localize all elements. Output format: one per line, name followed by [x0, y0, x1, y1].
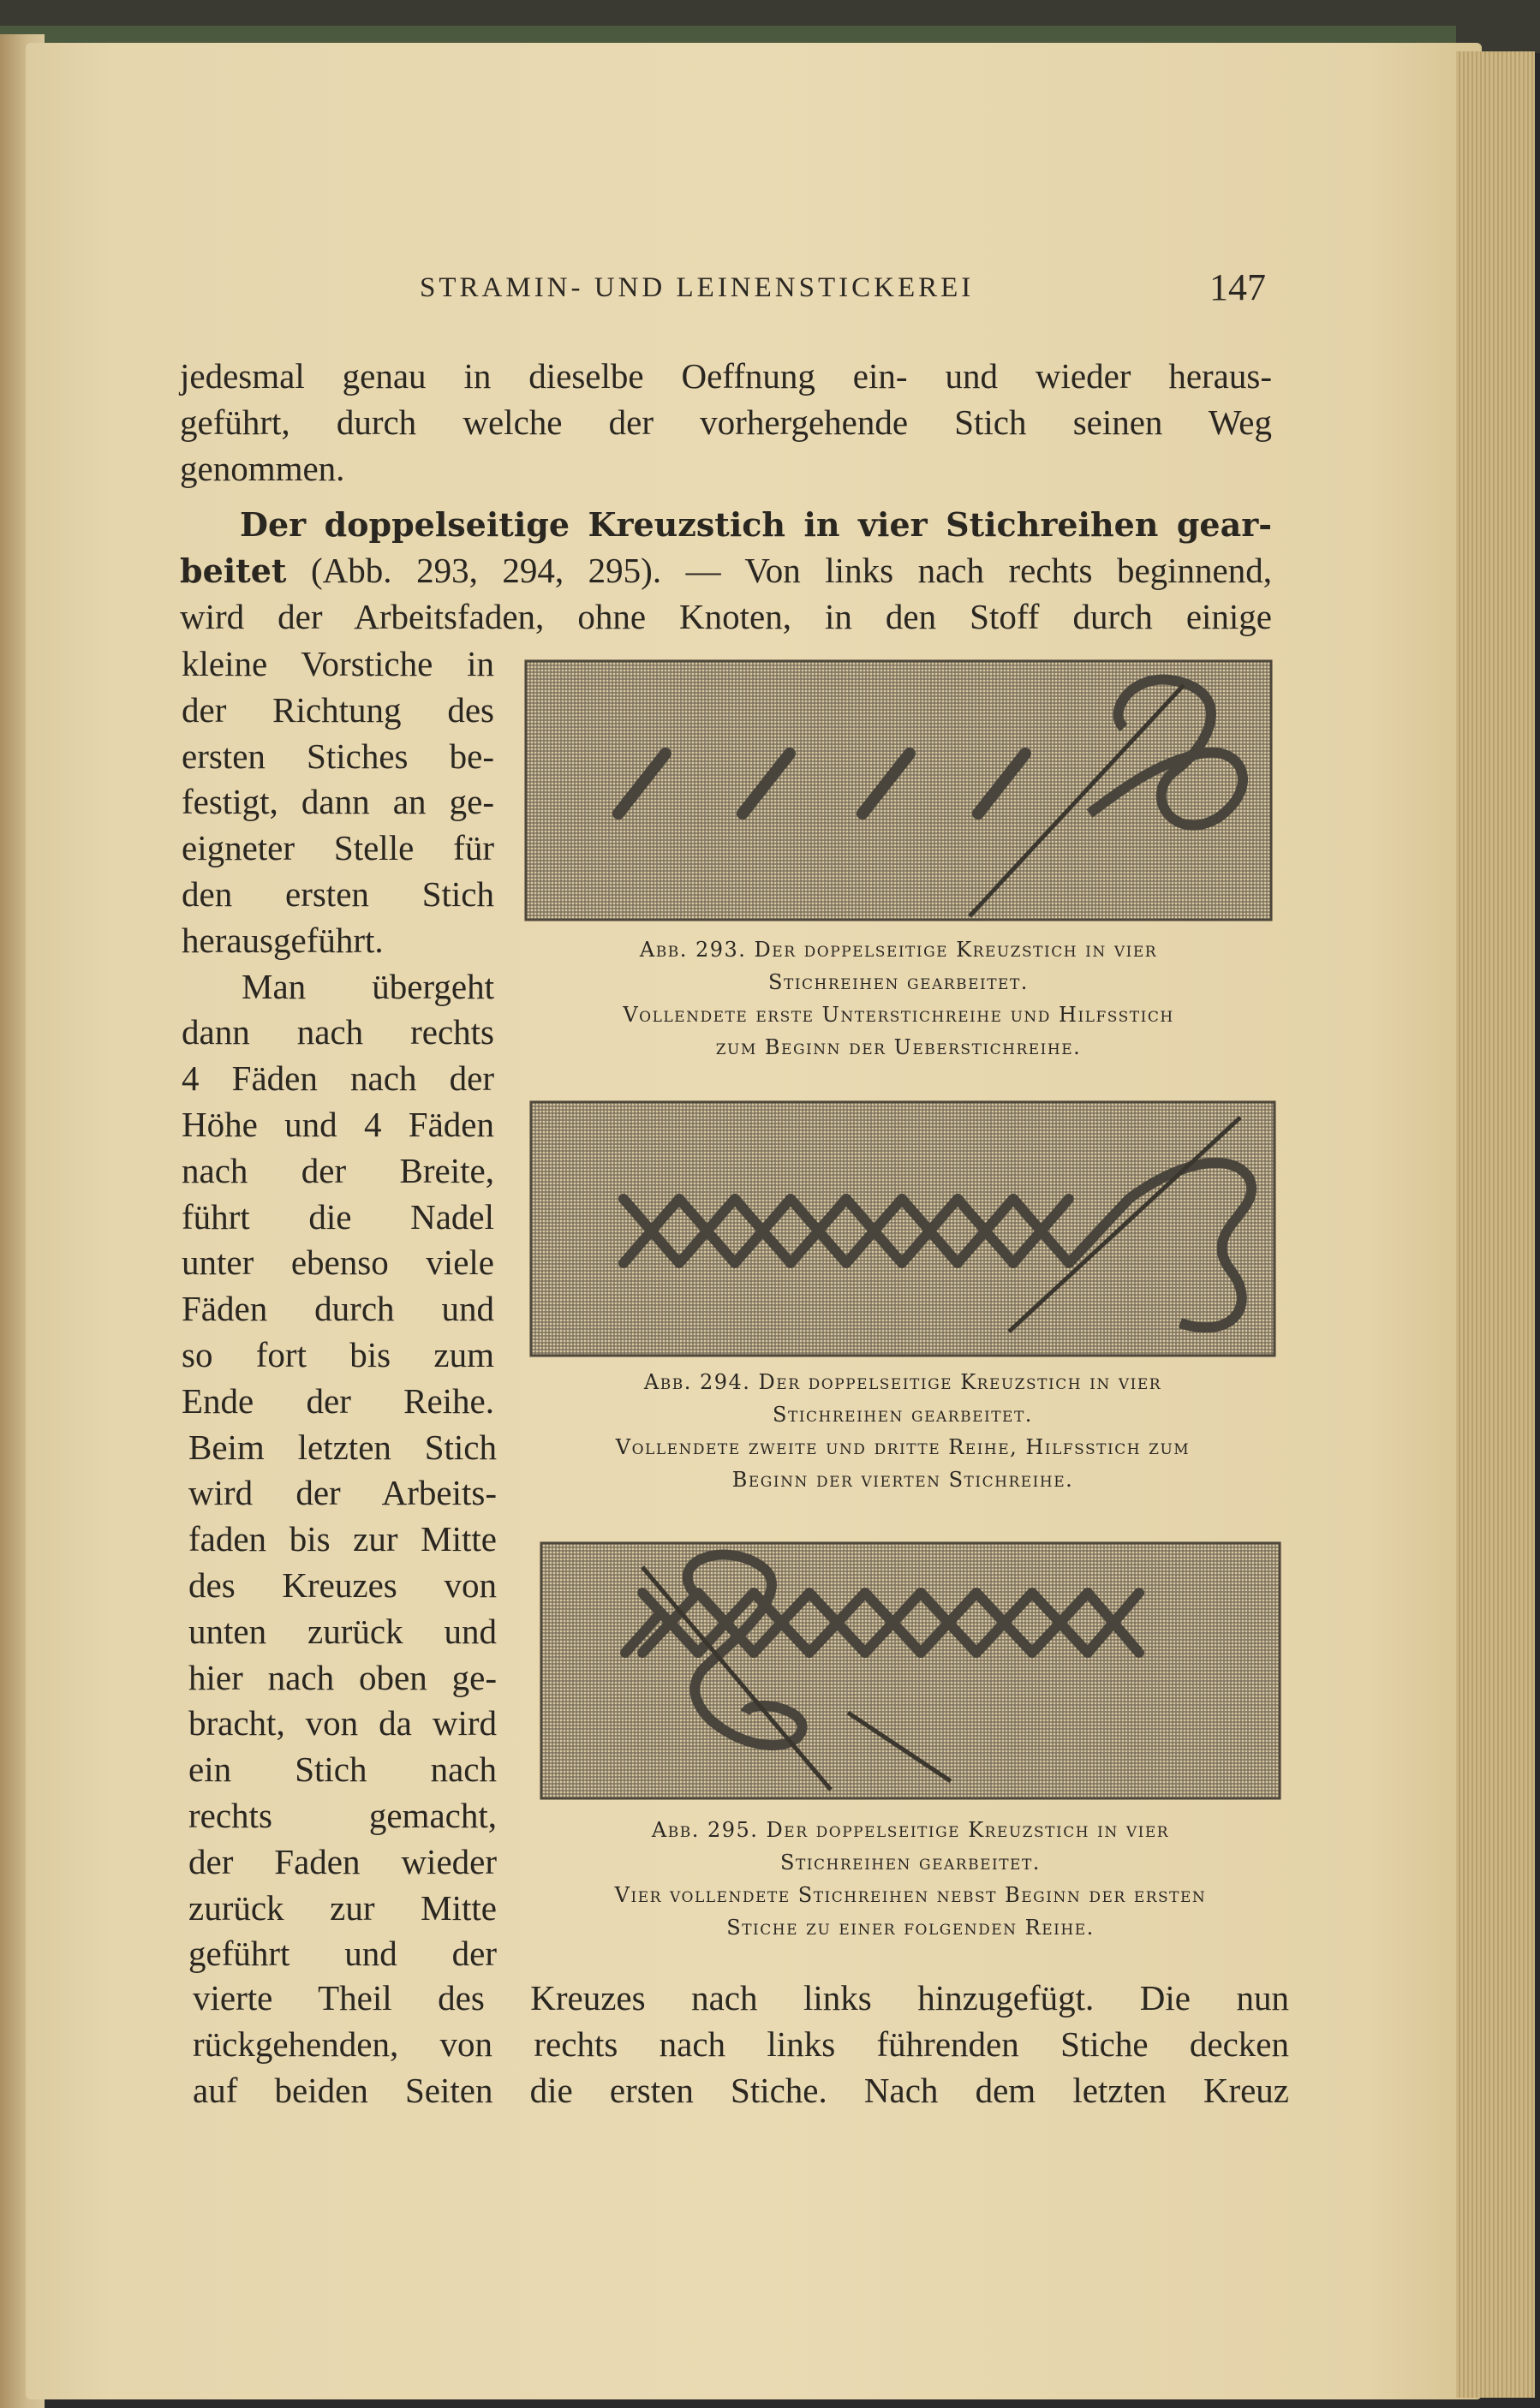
narrow-column-line: Ende der Reihe. — [182, 1380, 494, 1421]
narrow-column-line: eigneter Stelle für — [182, 828, 494, 868]
narrow-column-line: geführt und der — [188, 1934, 497, 1974]
caption-line: Abb. 294. Der doppelseitige Kreuzstich in vier — [643, 1370, 1162, 1394]
narrow-column-line: Höhe und 4 Fäden — [182, 1105, 494, 1144]
closing-line: rückgehenden, von rechts nach links führenden Stiche decken — [193, 2024, 1289, 2064]
running-header: STRAMIN- UND LEINENSTICKEREI — [420, 272, 975, 303]
intro-line: genommen. — [180, 449, 345, 488]
narrow-column-line: ein Stich nach — [188, 1749, 497, 1790]
narrow-column-line: Fäden durch und — [182, 1289, 494, 1329]
section-bold-title-cont: beitet — [180, 551, 287, 590]
narrow-column-line: faden bis zur Mitte — [188, 1519, 497, 1559]
caption-line: Vollendete erste Unterstichreihe und Hilfsstich — [623, 1003, 1174, 1027]
intro-line: geführt, durch welche der vorhergehende Stich seinen Weg — [180, 402, 1272, 442]
narrow-column-line: so fort bis zum — [182, 1335, 494, 1374]
page-stack-edge — [1456, 51, 1535, 2398]
figure-295-svg — [540, 1541, 1281, 1800]
page-number: 147 — [1209, 266, 1266, 308]
figure-293-caption — [524, 933, 1273, 1064]
figure-293-illustration — [524, 659, 1273, 921]
narrow-column-line: unter ebenso viele — [182, 1243, 494, 1283]
narrow-column-line: den ersten Stich — [182, 874, 494, 914]
caption-line: Vier vollendete Stichreihen nebst Beginn der ersten — [614, 1883, 1207, 1907]
section-line-2-rest: (Abb. 293, 294, 295). — Von links nach rechts beginnend, — [286, 551, 1272, 590]
narrow-column-line: herausgeführt. — [182, 920, 384, 960]
narrow-column-line: Beim letzten Stich — [188, 1427, 497, 1467]
narrow-column-line: ersten Stiches be- — [182, 736, 494, 776]
caption-line: Stichreihen gearbeitet. — [768, 970, 1029, 994]
closing-line: vierte Theil des Kreuzes nach links hinzugefügt. Die nun — [193, 1978, 1289, 2018]
narrow-column-line: der Faden wieder — [188, 1841, 497, 1881]
narrow-column-line: hier nach oben ge- — [188, 1657, 497, 1697]
figure-295-caption — [531, 1814, 1290, 1944]
caption-line: Stiche zu einer folgenden Reihe. — [726, 1916, 1095, 1940]
caption-line: Vollendete zweite und dritte Reihe, Hilfsstich zum — [615, 1435, 1191, 1459]
closing-line: auf beiden Seiten die ersten Stiche. Nach dem letzten Kreuz — [193, 2071, 1289, 2110]
caption-line: Stichreihen gearbeitet. — [780, 1851, 1041, 1875]
narrow-column-line: kleine Vorstiche in — [182, 644, 494, 683]
figure-294-caption — [529, 1366, 1276, 1496]
narrow-column-line: führt die Nadel — [182, 1196, 494, 1237]
narrow-column-line: dann nach rechts — [182, 1012, 494, 1052]
figure-295-illustration — [540, 1541, 1281, 1800]
narrow-column-line: wird der Arbeits- — [188, 1473, 497, 1513]
narrow-column-line: festigt, dann an ge- — [182, 782, 494, 822]
caption-line: Beginn der vierten Stichreihe. — [731, 1468, 1074, 1492]
canvas-fabric — [531, 1102, 1274, 1356]
section-bold-title: Der doppelseitige Kreuzstich in vier Stichreihen gear- — [240, 505, 1272, 544]
caption-line: Abb. 295. Der doppelseitige Kreuzstich in vier — [651, 1818, 1170, 1842]
narrow-column-line: des Kreuzes von — [188, 1565, 497, 1605]
intro-line: jedesmal genau in dieselbe Oeffnung ein- und wieder heraus- — [180, 356, 1272, 396]
narrow-column-line: 4 Fäden nach der — [182, 1058, 494, 1099]
narrow-column-line: nach der Breite, — [182, 1150, 494, 1190]
narrow-column-line: Man übergeht — [242, 966, 494, 1006]
caption-line: Stichreihen gearbeitet. — [773, 1403, 1033, 1427]
narrow-column-line: der Richtung des — [182, 689, 494, 730]
section-line-2 — [180, 547, 1272, 594]
narrow-column-line: unten zurück und — [188, 1611, 497, 1651]
caption-line: Abb. 293. Der doppelseitige Kreuzstich in vier — [639, 938, 1158, 962]
section-heading-line — [180, 501, 1272, 548]
figure-293-svg — [524, 659, 1273, 921]
figure-294-svg — [529, 1100, 1276, 1357]
narrow-column-line: zurück zur Mitte — [188, 1887, 497, 1928]
caption-line: zum Beginn der Ueberstichreihe. — [715, 1035, 1082, 1059]
narrow-column-line: bracht, von da wird — [188, 1703, 497, 1743]
narrow-column-line: rechts gemacht, — [188, 1796, 497, 1835]
figure-294-illustration — [529, 1100, 1276, 1357]
section-line-3: wird der Arbeitsfaden, ohne Knoten, in den Stoff durch einige — [180, 597, 1272, 636]
